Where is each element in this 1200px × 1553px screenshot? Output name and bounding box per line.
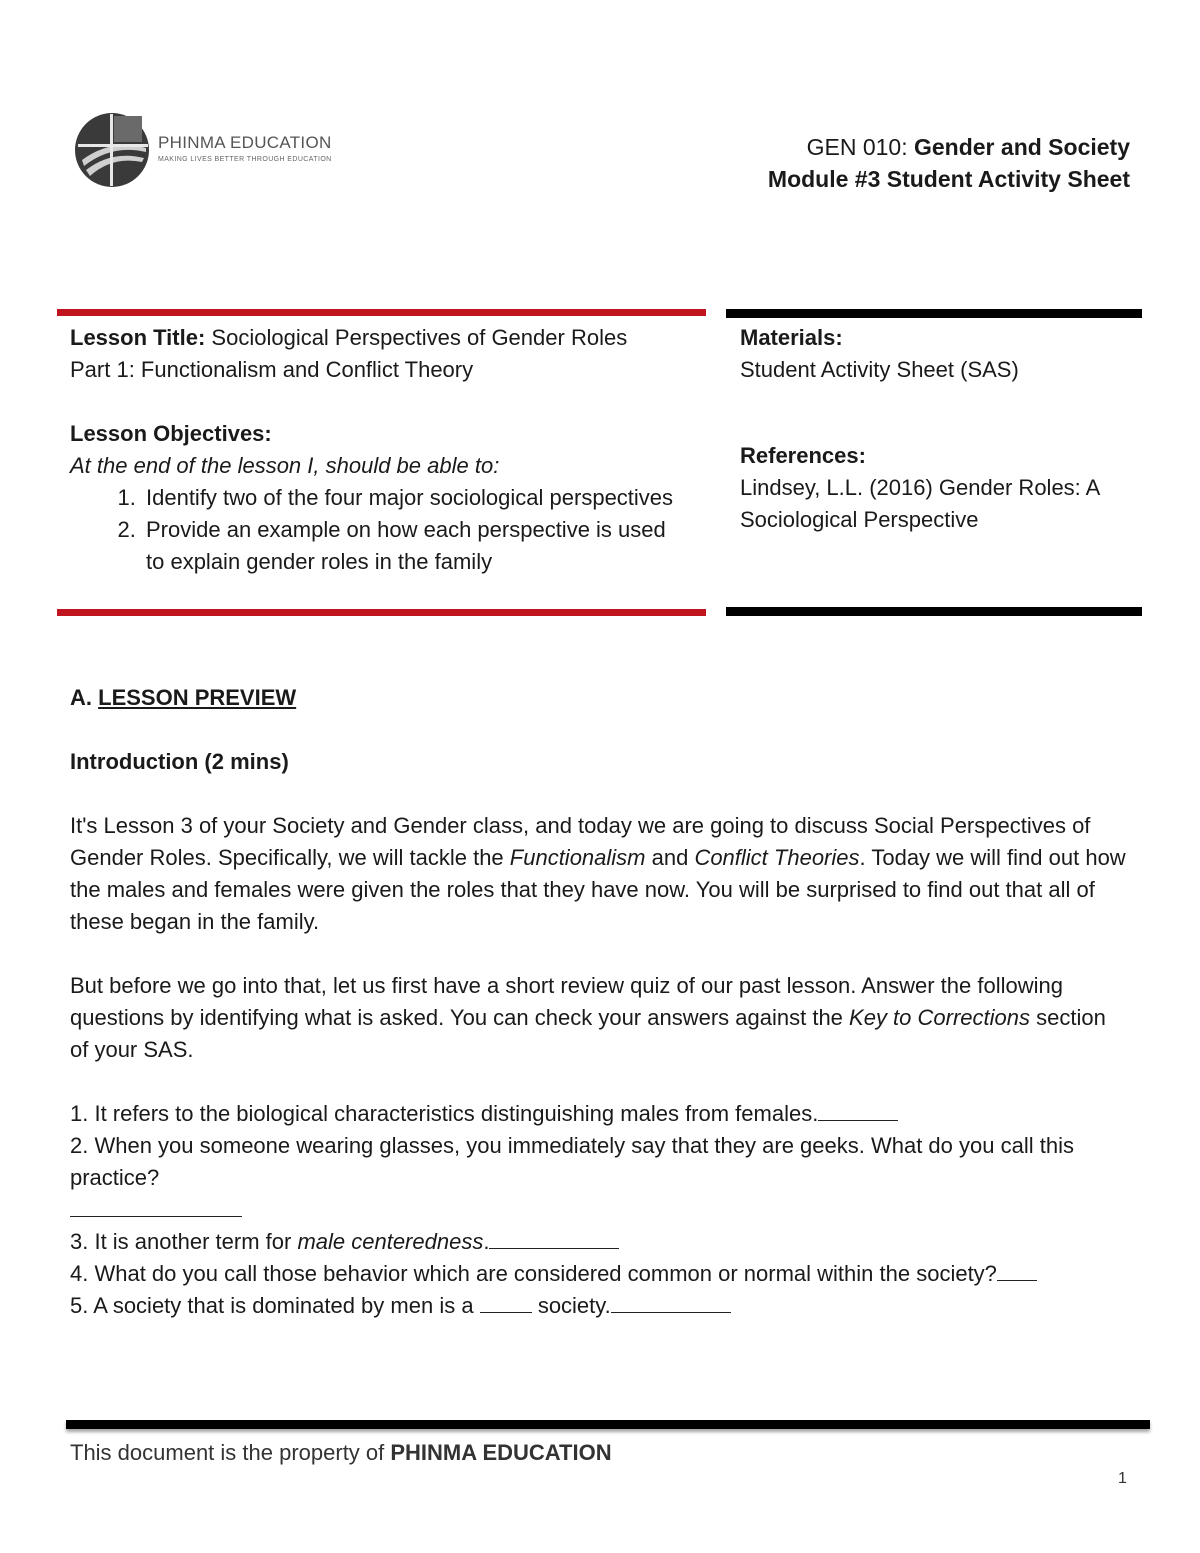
footer-rule bbox=[66, 1420, 1150, 1429]
materials-value: Student Activity Sheet (SAS) bbox=[740, 357, 1019, 382]
objective-item: 1. Identify two of the four major sociological perspectives bbox=[142, 482, 690, 514]
answer-blank[interactable] bbox=[818, 1120, 898, 1121]
course-title: Gender and Society bbox=[913, 134, 1130, 160]
course-header bbox=[768, 131, 1130, 195]
lesson-preview-section bbox=[70, 682, 1130, 1322]
answer-blank[interactable] bbox=[611, 1312, 731, 1313]
footer-text: This document is the property of PHINMA EDUCATION bbox=[70, 1440, 612, 1465]
quiz-question-2-blank-line bbox=[70, 1194, 1130, 1226]
quiz-question-3: 3. It is another term for male centeredness. bbox=[70, 1226, 1130, 1258]
answer-blank[interactable] bbox=[70, 1194, 242, 1217]
introduction-heading: Introduction (2 mins) bbox=[70, 749, 289, 774]
references-heading: References: bbox=[740, 443, 866, 468]
materials-box-bottom-rule bbox=[726, 607, 1142, 616]
course-code: GEN 010: bbox=[806, 134, 908, 160]
quiz-question-1: 1. It refers to the biological characteristics distinguishing males from females. bbox=[70, 1098, 1130, 1130]
objectives-list bbox=[70, 482, 690, 578]
answer-blank[interactable] bbox=[997, 1280, 1037, 1281]
logo-tagline: MAKING LIVES BETTER THROUGH EDUCATION bbox=[158, 156, 332, 163]
answer-blank[interactable] bbox=[489, 1248, 619, 1249]
footer-owner: PHINMA EDUCATION bbox=[390, 1440, 612, 1465]
lesson-part: Part 1: Functionalism and Conflict Theory bbox=[70, 357, 474, 382]
logo-name: PHINMA EDUCATION bbox=[158, 133, 332, 152]
objectives-heading: Lesson Objectives: bbox=[70, 421, 272, 446]
quiz-question-4: 4. What do you call those behavior which are considered common or normal within the society? bbox=[70, 1258, 1130, 1290]
quiz-instructions: But before we go into that, let us first have a short review quiz of our past lesson. Answer the following questions by identifying what is asked. You can check your answers against the Key to Corrections section of your SAS. bbox=[70, 973, 1106, 1062]
objective-item: 2. Provide an example on how each perspective is used to explain gender roles in the family bbox=[142, 514, 690, 578]
page-number: 1 bbox=[1118, 1470, 1127, 1487]
quiz-question-2: 2. When you someone wearing glasses, you immediately say that they are geeks. What do you call this practice? bbox=[70, 1133, 1074, 1190]
materials-box-top-rule bbox=[726, 309, 1142, 318]
module-title: Module #3 Student Activity Sheet bbox=[767, 166, 1130, 192]
quiz-question-5: 5. A society that is dominated by men is a society. bbox=[70, 1290, 1130, 1322]
lesson-info bbox=[70, 322, 690, 578]
objectives-intro: At the end of the lesson I, should be able to: bbox=[70, 453, 500, 478]
section-heading: A. LESSON PREVIEW bbox=[70, 685, 297, 710]
lesson-title: Lesson Title: Sociological Perspectives of Gender Roles bbox=[70, 325, 628, 350]
lesson-box-top-rule bbox=[57, 309, 706, 316]
materials-heading: Materials: bbox=[740, 325, 843, 350]
lesson-box-bottom-rule bbox=[57, 609, 706, 616]
references-value: Lindsey, L.L. (2016) Gender Roles: A Sociological Perspective bbox=[740, 475, 1100, 532]
materials-info bbox=[740, 322, 1150, 536]
answer-blank-inline[interactable] bbox=[480, 1312, 532, 1313]
intro-paragraph: It's Lesson 3 of your Society and Gender class, and today we are going to discuss Social Perspectives of Gender Roles. Specifically, we will tackle the Functionalism and Conflict Theories. Today we will find out how the males and females were given the roles that they have now. You will be surprised to find out that all of these began in the family. bbox=[70, 813, 1126, 934]
